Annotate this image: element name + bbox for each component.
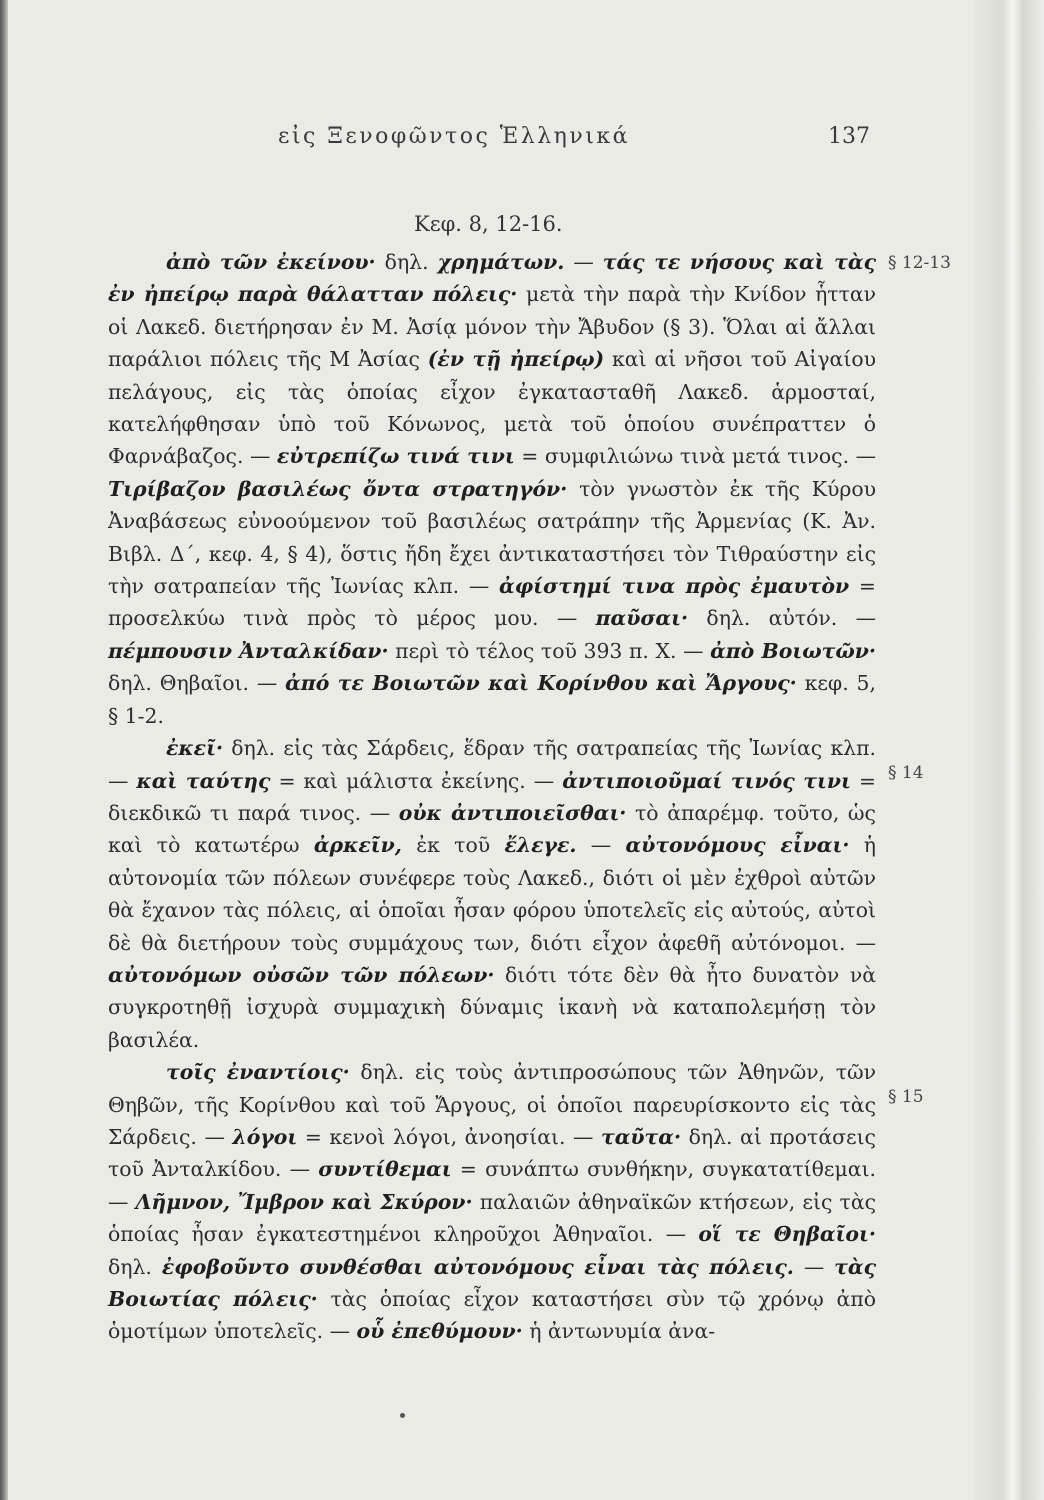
lemma: χρημάτων. [437,250,565,274]
margin-note-14: § 14 [888,763,924,783]
lemma: εὐτρεπίζω τινά τινι [276,444,515,469]
book-spine-edge [0,0,8,1500]
print-speck [400,1413,405,1418]
page-fore-edge [974,0,1044,1500]
lemma: αὐτονόμων οὐσῶν τῶν πόλεων· [108,962,495,987]
lemma: πέμπουσιν Ἀνταλκίδαν· [108,638,389,663]
lemma: παῦσαι· [595,606,689,631]
running-title: εἰς Ξενοφῶντος Ἑλληνικά [278,124,630,149]
page-number: 137 [828,124,870,149]
lemma: ταῦτα· [600,1124,682,1149]
lemma: τὰς Βοιωτίας πόλεις· [108,1254,876,1311]
lemma: Λῆμνον, Ἴμβρον καὶ Σκύρον· [135,1189,473,1214]
running-header [108,124,870,156]
lemma: οὗ ἐπεθύμουν· [356,1319,523,1344]
lemma: (ἐν τῇ ἠπείρῳ) [427,347,605,372]
lemma: τάς τε νήσους καὶ τὰς ἐν ἠπείρῳ παρὰ θάλατταν πόλεις· [108,250,876,307]
lemma: καὶ ταύτης [136,768,271,793]
margin-note-15: § 15 [888,1087,924,1107]
paragraph-15: τοῖς ἐναντίοις· δηλ. εἰς τοὺς ἀντιπροσώπους τῶν Ἀθηνῶν, τῶν Θηβῶν, τῆς Κορίνθου καὶ τοῦ Ἄργους, οἱ ὁποῖοι παρευρίσκοντο εἰς τὰς Σάρδεις. — λόγοι = κενοὶ λόγοι, ἀνοησίαι. — ταῦτα· δηλ. αἱ προτάσεις τοῦ Ἀνταλκίδου. — συντίθεμαι = συνάπτω συνθήκην, συγκατατίθεμαι. — Λῆμνον, Ἴμβρον καὶ Σκύρον· παλαιῶν ἀθηναϊκῶν κτήσεων, εἰς τὰς ὁποίας ἦσαν ἐγκατεστημένοι κληροῦχοι Ἀθηναῖοι. — οἵ τε Θηβαῖοι· δηλ. ἐφοβοῦντο συνθέσθαι αὐτονόμους εἶναι τὰς πόλεις. — τὰς Βοιωτίας πόλεις· τὰς ὁποίας εἶχον καταστήσει σὺν τῷ χρόνῳ ἀπὸ ὁμοτίμων ὑποτελεῖς. — οὗ ἐπεθύμουν· ἡ ἀντωνυμία ἀνα- [108,1060,877,1344]
commentary-body [108,246,876,1348]
paragraph-14: ἐκεῖ· δηλ. εἰς τὰς Σάρδεις, ἕδραν τῆς σατραπείας τῆς Ἰωνίας κλπ. — καὶ ταύτης = καὶ μάλιστα ἐκείνης. — ἀντιποιοῦμαί τινός τινι = διεκδικῶ τι παρά τινος. — οὐκ ἀντιποιεῖσθαι· τὸ ἀπαρέμφ. τοῦτο, ὡς καὶ τὸ κατωτέρω ἀρκεῖν, ἐκ τοῦ ἔλεγε. — αὐτονόμους εἶναι· ἡ αὐτονομία τῶν πόλεων συνέφερε τοὺς Λακεδ., διότι οἱ μὲν ἐχθροὶ αὐτῶν θὰ ἔχανον τὰς πόλεις, αἱ ὁποῖαι ἦσαν φόρου ὑποτελεῖς εἰς αὐτούς, αὐτοὶ δὲ θὰ διετήρουν τοὺς συμμάχους των, διότι εἶχον ἀφεθῆ αὐτόνομοι. — αὐτονόμων οὐσῶν τῶν πόλεων· διότι τότε δὲν θὰ ἦτο δυνατὸν νὰ συγκροτηθῇ ἰσχυρὰ συμμαχικὴ δύναμις ἱκανὴ νὰ καταπολεμήσῃ τὸν βασιλέα. [108,736,877,1052]
lemma: ἐφοβοῦντο συνθέσθαι αὐτονόμους εἶναι τὰς πόλεις. [161,1254,794,1279]
lemma: αὐτονόμους εἶναι· [625,833,850,858]
lemma: ἀπὸ τῶν ἐκείνου· [166,250,376,274]
lemma: τοῖς ἐναντίοις· [166,1060,350,1085]
margin-note-12-13: § 12-13 [888,253,951,273]
chapter-heading: Κεφ. 8, 12-16. [414,212,563,236]
lemma: ἀρκεῖν, [313,833,402,858]
lemma: ἐκεῖ· [166,736,224,761]
lemma: οἵ τε Θηβαῖοι· [698,1222,876,1247]
lemma: ἀπό τε Βοιωτῶν καὶ Κορίνθου καὶ Ἄργους· [285,671,797,696]
lemma: ἀφίστημί τινα πρὸς ἐμαυτὸν [499,574,850,599]
lemma: Τιρίβαζον βασιλέως ὄντα στρατηγόν· [108,476,568,501]
lemma: ἔλεγε. [504,833,577,858]
lemma: ἀπὸ Βοιωτῶν· [710,638,876,663]
paragraph-12-13: ἀπὸ τῶν ἐκείνου· δηλ. χρημάτων. — τάς τε νήσους καὶ τὰς ἐν ἠπείρῳ παρὰ θάλατταν πόλεις· μετὰ τὴν παρὰ τὴν Κνίδον ἧτταν οἱ Λακεδ. διετήρησαν ἐν Μ. Ἀσίᾳ μόνον τὴν Ἄβυδον (§ 3). Ὅλαι αἱ ἄλλαι παράλιοι πόλεις τῆς Μ Ἀσίας (ἐν τῇ ἠπείρῳ) καὶ αἱ νῆσοι τοῦ Αἰγαίου πελάγους, εἰς τὰς ὁποίας εἶχον ἐγκατασταθῆ Λακεδ. ἁρμοσταί, κατελήφθησαν ὑπὸ τοῦ Κόνωνος, μετὰ τοῦ ὁποίου συνέπραττεν ὁ Φαρνάβαζος. — εὐτρεπίζω τινά τινι = συμφιλιώνω τινὰ μετά τινος. — Τιρίβαζον βασιλέως ὄντα στρατηγόν· τὸν γνωστὸν ἐκ τῆς Κύρου Ἀναβάσεως εὐνοούμενον τοῦ βασιλέως σατράπην τῆς Ἀρμενίας (Κ. Ἀν. Βιβλ. Δ΄, κεφ. 4, § 4), ὅστις ἤδη ἔχει ἀντικαταστήσει τὸν Τιθραύστην εἰς τὴν σατραπείαν τῆς Ἰωνίας κλπ. — ἀφίστημί τινα πρὸς ἐμαυτὸν = προσελκύω τινὰ πρὸς τὸ μέρος μου. — παῦσαι· δηλ. αὐτόν. — πέμπουσιν Ἀνταλκίδαν· περὶ τὸ τέλος τοῦ 393 π. Χ. — ἀπὸ Βοιωτῶν· δηλ. Θηβαῖοι. — ἀπό τε Βοιωτῶν καὶ Κορίνθου καὶ Ἄργους· κεφ. 5, § 1-2. [108,250,877,728]
lemma: οὐκ ἀντιποιεῖσθαι· [398,800,627,825]
lemma: λόγοι [232,1124,298,1149]
lemma: συντίθεμαι [318,1157,452,1182]
lemma: ἀντιποιοῦμαί τινός τινι [562,768,851,793]
